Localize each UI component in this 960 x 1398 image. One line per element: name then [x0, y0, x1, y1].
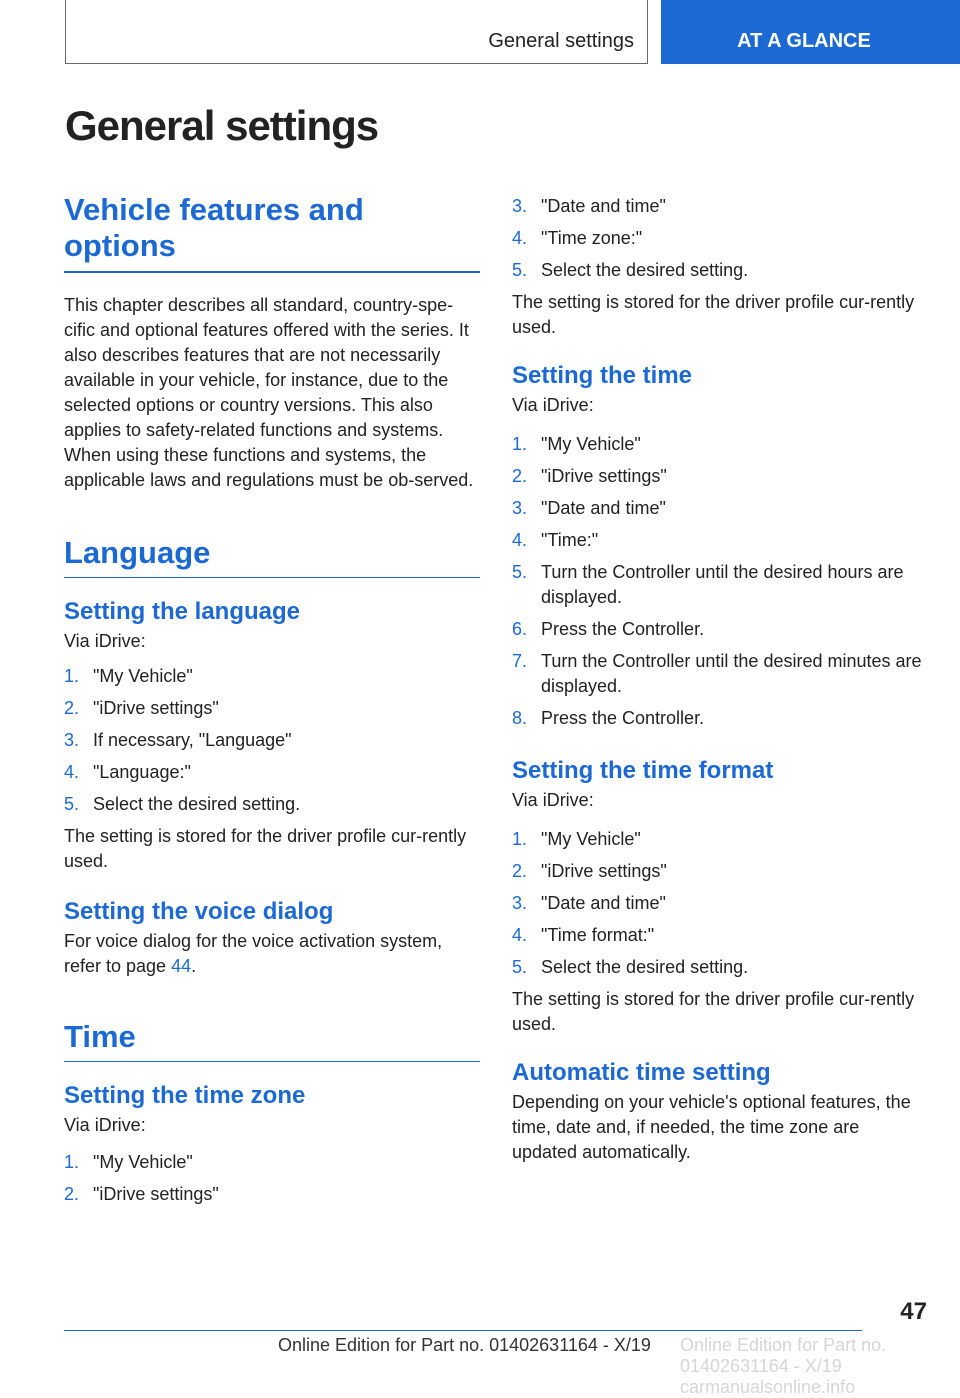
- time-format-intro: Via iDrive:: [512, 790, 594, 810]
- list-item: 2. "iDrive settings": [512, 466, 667, 486]
- list-item: 2. "iDrive settings": [512, 861, 667, 881]
- list-item: 5. Select the desired setting.: [512, 957, 749, 977]
- subheading-time-zone: Setting the time zone: [64, 1081, 306, 1109]
- list-item: 5. Select the desired setting.: [512, 260, 749, 280]
- time-format-note: The setting is stored for the driver profile cur-rently used.: [512, 989, 915, 1034]
- vehicle-features-paragraph: This chapter describes all standard, country-spe-cific and optional features offered with the series. It also describes features that are not necessarily available in your vehicle, for instance, due to the selected options or country versions. This also applies to safety-related functions and systems. When using these functions and systems, the applicable laws and regulations must be ob-served.: [64, 294, 474, 490]
- list-item: 4. "Time:": [512, 530, 599, 550]
- time-zone-steps-left: [64, 1150, 480, 1207]
- page-reference-link[interactable]: 44: [171, 955, 192, 976]
- header-chapter-tab[interactable]: [661, 0, 960, 64]
- list-item: 8. Press the Controller.: [512, 708, 705, 728]
- page-title: General settings: [65, 102, 379, 149]
- time-format-steps: [512, 827, 928, 980]
- setting-language-note: The setting is stored for the driver profile cur-rently used.: [64, 825, 467, 871]
- footer-rule: [64, 1330, 862, 1331]
- footer-watermark: Online Edition for Part no. 01402631164 - X/19 carmanualsonline.info: [680, 1335, 887, 1397]
- list-item: 4. "Time zone:": [512, 228, 643, 248]
- setting-time-steps: [512, 432, 928, 731]
- footer-edition: Online Edition for Part no. 01402631164 - X/19: [278, 1335, 651, 1355]
- automatic-time-text: Depending on your vehicle's optional features, the time, date and, if needed, the time zone are updated automatically.: [512, 1092, 911, 1162]
- voice-dialog-text: For voice dialog for the voice activation system, refer to page 44.: [64, 930, 443, 976]
- list-item: 1. "My Vehicle": [512, 434, 641, 454]
- list-item: 6. Press the Controller.: [512, 619, 705, 639]
- left-column: [64, 192, 480, 1214]
- list-item: 4. "Time format:": [512, 925, 655, 945]
- setting-time-intro: Via iDrive:: [512, 395, 594, 415]
- time-zone-intro: Via iDrive:: [64, 1114, 146, 1135]
- list-item: 3. "Date and time": [512, 893, 666, 913]
- subheading-setting-time: Setting the time: [512, 362, 693, 389]
- subheading-time-format: Setting the time format: [512, 757, 774, 784]
- list-item: 7. Turn the Controller until the desired minutes are displayed.: [512, 651, 922, 696]
- section-heading-time: Time: [64, 1019, 480, 1062]
- list-item: 3. If necessary, "Language": [64, 729, 292, 750]
- setting-language-steps: [64, 664, 480, 817]
- setting-language-intro: Via iDrive:: [64, 630, 146, 651]
- page-number: 47: [900, 1298, 927, 1325]
- section-rule: [64, 271, 480, 273]
- subheading-setting-language: Setting the language: [64, 597, 301, 625]
- header-section-title: General settings: [488, 30, 634, 52]
- list-item: 1. "My Vehicle": [512, 829, 641, 849]
- time-zone-steps-right: [512, 194, 928, 283]
- subheading-automatic-time: Automatic time setting: [512, 1059, 771, 1086]
- list-item: 5. Select the desired setting.: [64, 793, 301, 814]
- list-item: 1. "My Vehicle": [64, 665, 193, 686]
- list-item: 3. "Date and time": [512, 196, 666, 216]
- section-heading-vehicle-features: Vehicle features and options: [64, 192, 364, 263]
- header-section-box: [65, 0, 648, 64]
- list-item: 3. "Date and time": [512, 498, 666, 518]
- list-item: 5. Turn the Controller until the desired hours are displayed.: [512, 562, 904, 607]
- list-item: 1. "My Vehicle": [64, 1151, 193, 1172]
- header-chapter-label: AT A GLANCE: [737, 30, 871, 52]
- right-column: [512, 194, 928, 1165]
- section-heading-language: Language: [64, 535, 480, 578]
- subheading-voice-dialog: Setting the voice dialog: [64, 897, 334, 925]
- list-item: 2. "iDrive settings": [64, 1183, 219, 1204]
- time-zone-note: The setting is stored for the driver profile cur-rently used.: [512, 292, 915, 337]
- list-item: 4. "Language:": [64, 761, 191, 782]
- list-item: 2. "iDrive settings": [64, 697, 219, 718]
